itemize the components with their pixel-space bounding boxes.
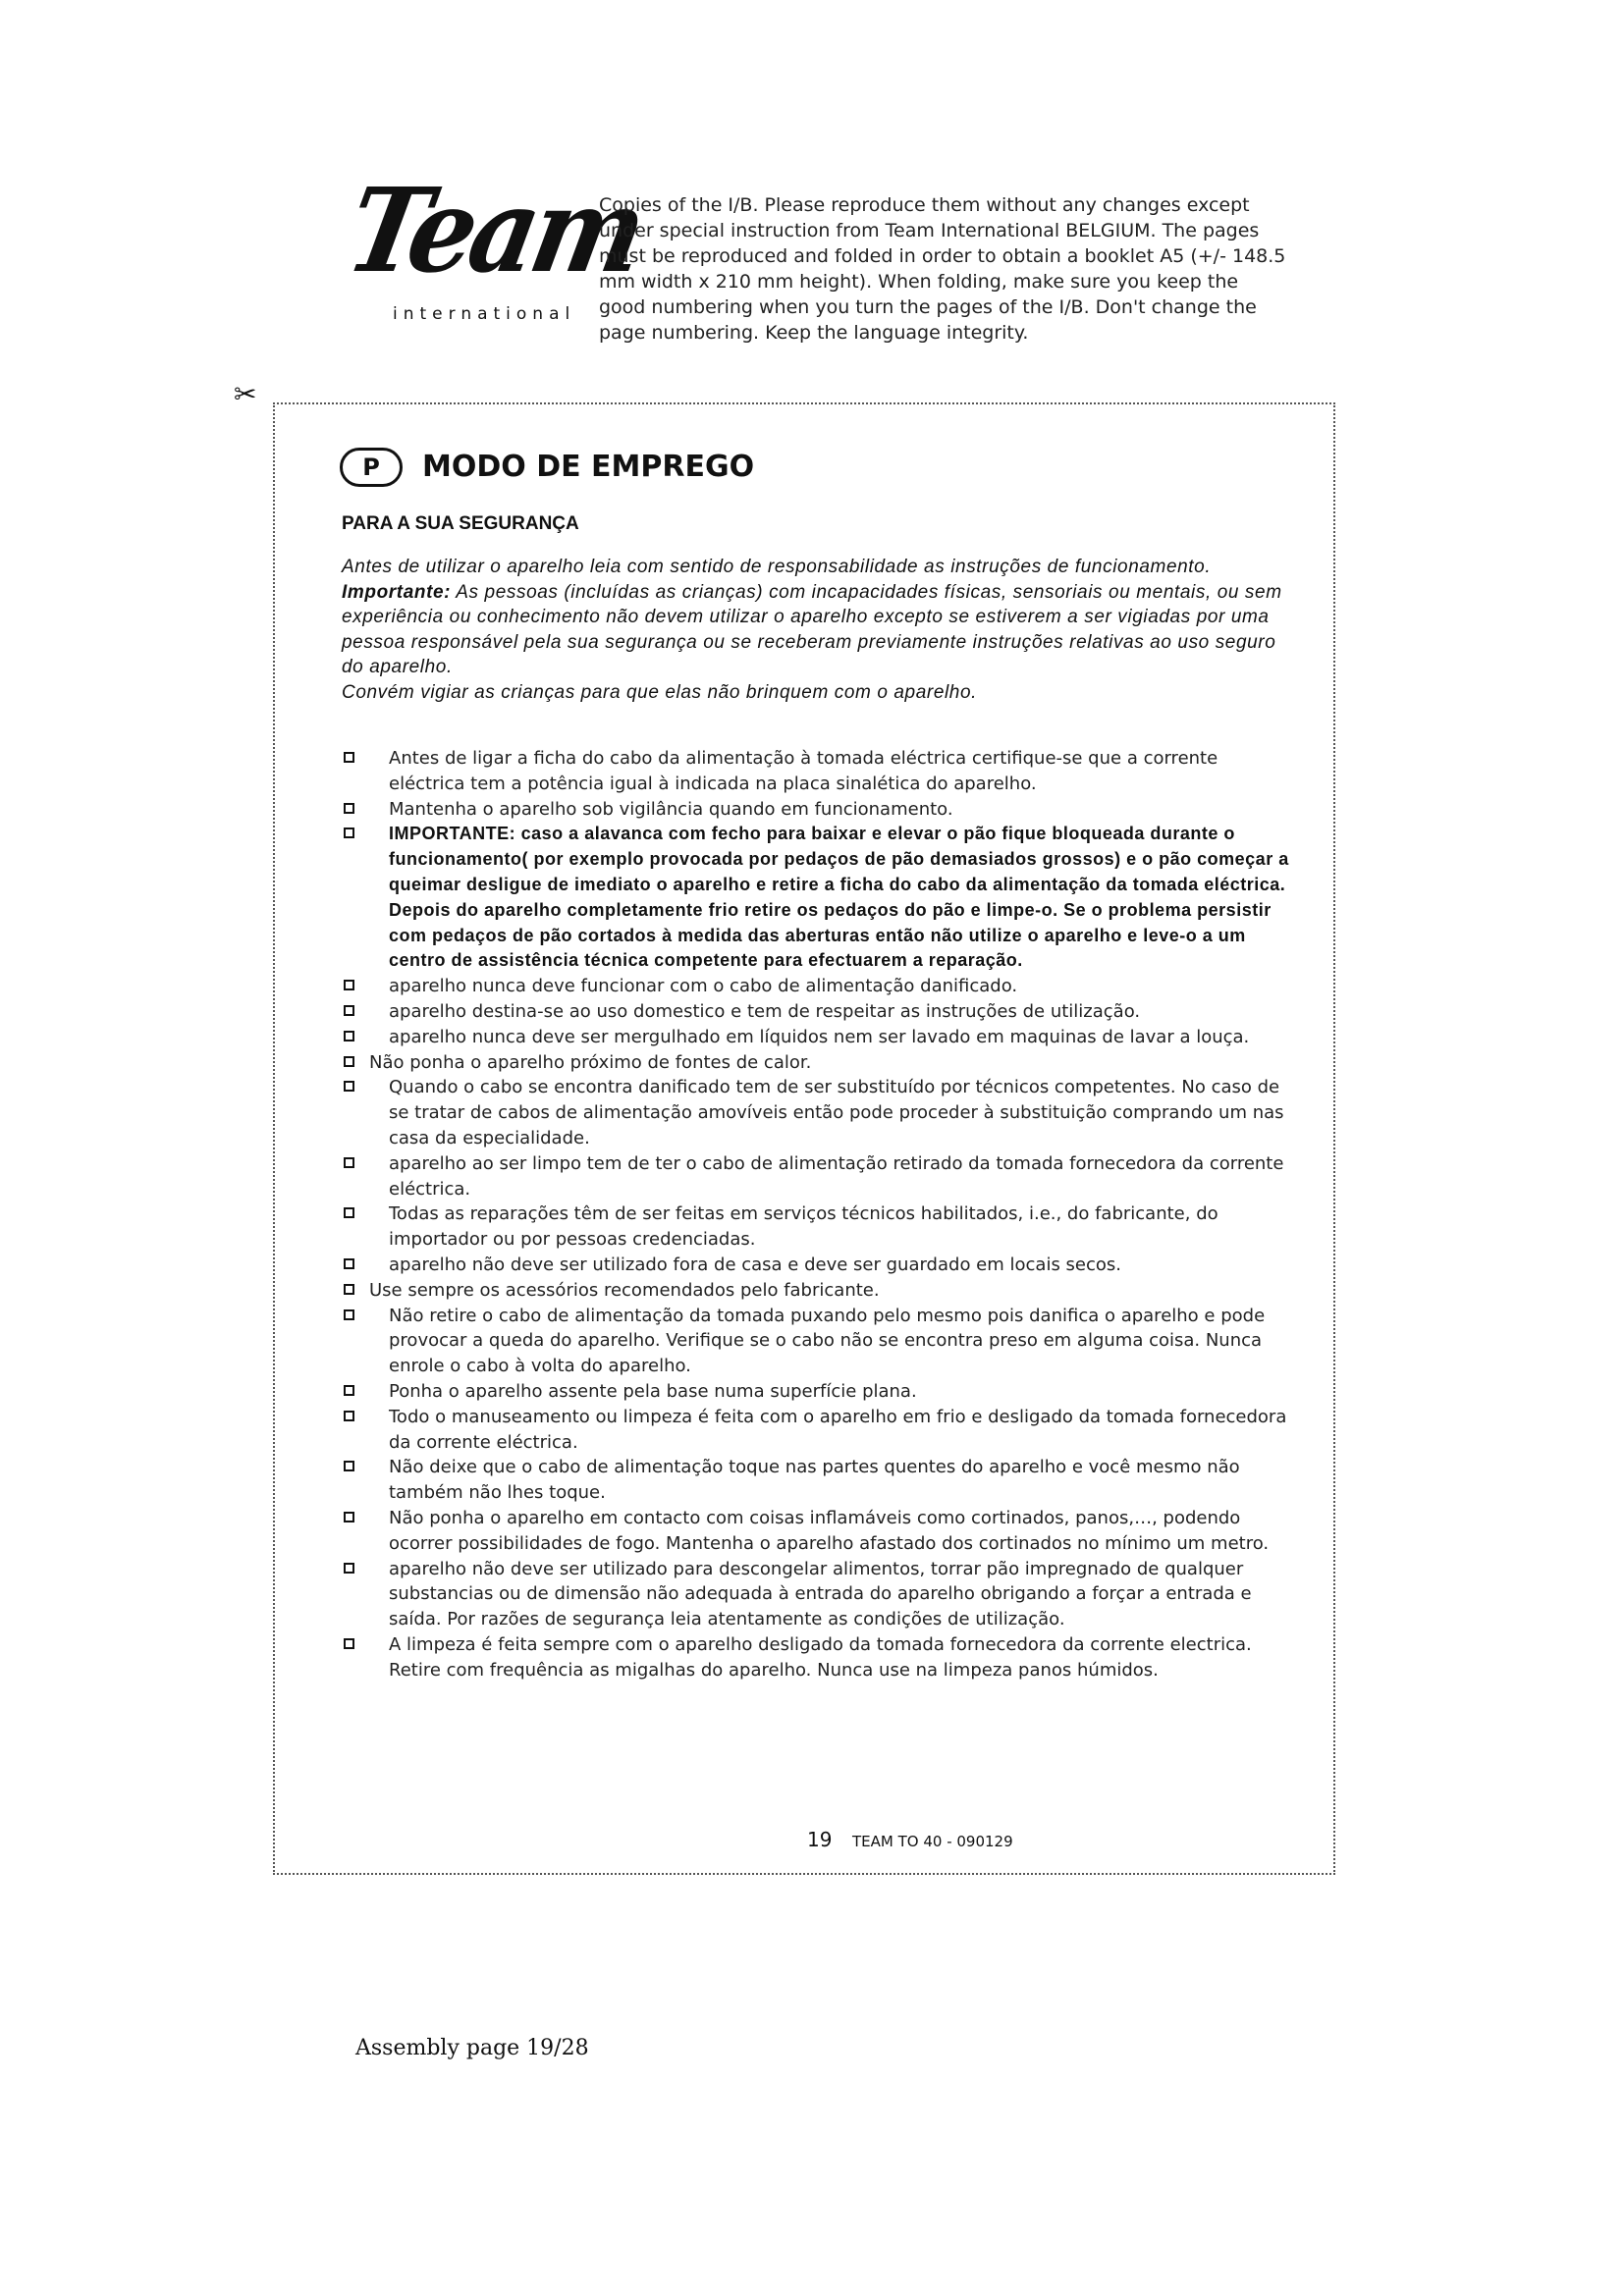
checkbox-bullet-icon: [344, 828, 354, 838]
checkbox-bullet-icon: [344, 980, 354, 990]
checkbox-bullet-icon: [344, 803, 354, 814]
checkbox-bullet-icon: [344, 1031, 354, 1041]
team-international-logo: [337, 157, 652, 334]
list-item: Mantenha o aparelho sob vigilância quando em funcionamento.: [342, 797, 1294, 823]
checkbox-bullet-icon: [344, 1638, 354, 1649]
list-item: Todo o manuseamento ou limpeza é feita com o aparelho em frio e desligado da tomada fornecedora da corrente eléctrica.: [342, 1405, 1294, 1456]
checkbox-bullet-icon: [344, 1461, 354, 1471]
important-paragraph: [342, 580, 1284, 680]
important-text: As pessoas (incluídas as crianças) com incapacidades físicas, sensoriais ou mentais, ou sem experiência ou conhecimento não devem utilizar o aparelho excepto se estiverem a ser vigiadas por uma pessoa responsável pela sua segurança ou se receberam previamente instruções relativas ao uso seguro do aparelho.: [342, 581, 1282, 678]
checkbox-bullet-icon: [344, 752, 354, 763]
list-item: Antes de ligar a ficha do cabo da alimentação à tomada eléctrica certifique-se que a corrente eléctrica tem a potência igual à indicada na placa sinalética do aparelho.: [342, 746, 1294, 797]
checkbox-bullet-icon: [344, 1157, 354, 1168]
list-item: Quando o cabo se encontra danificado tem de ser substituído por técnicos competentes. No caso de se tratar de cabos de alimentação amovíveis então pode proceder à substituição comprando um nas casa da especialidade.: [342, 1075, 1294, 1150]
list-item: Use sempre os acessórios recomendados pelo fabricante.: [342, 1278, 1294, 1304]
scissors-icon: ✂: [234, 378, 257, 410]
list-item: Ponha o aparelho assente pela base numa superfície plana.: [342, 1379, 1294, 1405]
checkbox-bullet-icon: [344, 1056, 354, 1067]
list-item: Não ponha o aparelho próximo de fontes de calor.: [342, 1050, 1294, 1076]
checkbox-bullet-icon: [344, 1207, 354, 1218]
model-code: TEAM TO 40 - 090129: [852, 1833, 1013, 1850]
list-item: aparelho não deve ser utilizado para descongelar alimentos, torrar pão impregnado de qualquer substancias ou de dimensão não adequada à entrada do aparelho obrigando a forçar a entrada e saída. Por razões de segurança leia atentamente as condições de utilização.: [342, 1557, 1294, 1632]
language-badge: P: [340, 448, 403, 487]
manual-title: MODO DE EMPREGO: [422, 450, 755, 484]
checkbox-bullet-icon: [344, 1309, 354, 1320]
important-label: Importante:: [342, 581, 452, 603]
list-item: Todas as reparações têm de ser feitas em serviços técnicos habilitados, i.e., do fabricante, do importador ou por pessoas credenciadas.: [342, 1201, 1294, 1253]
checkbox-bullet-icon: [344, 1284, 354, 1295]
checkbox-bullet-icon: [344, 1258, 354, 1269]
logo-wordmark: Team: [337, 162, 652, 298]
checkbox-bullet-icon: [344, 1081, 354, 1092]
list-item: aparelho nunca deve ser mergulhado em líquidos nem ser lavado em maquinas de lavar a louça.: [342, 1025, 1294, 1050]
list-item: aparelho nunca deve funcionar com o cabo de alimentação danificado.: [342, 974, 1294, 999]
intro-paragraph: Antes de utilizar o aparelho leia com sentido de responsabilidade as instruções de funcionamento.: [342, 557, 1212, 577]
page-number: 19: [807, 1828, 833, 1851]
list-item: aparelho não deve ser utilizado fora de casa e deve ser guardado em locais secos.: [342, 1253, 1294, 1278]
section-heading: PARA A SUA SEGURANÇA: [342, 513, 579, 534]
children-note: Convém vigiar as crianças para que elas não brinquem com o aparelho.: [342, 681, 978, 703]
list-item: A limpeza é feita sempre com o aparelho desligado da tomada fornecedora da corrente electrica. Retire com frequência as migalhas do aparelho. Nunca use na limpeza panos húmidos.: [342, 1632, 1294, 1683]
assembly-page-note: Assembly page 19/28: [355, 2036, 589, 2060]
list-item: Não ponha o aparelho em contacto com coisas inflamáveis como cortinados, panos,…, podendo ocorrer possibilidades de fogo. Mantenha o aparelho afastado dos cortinados no mínimo um metro.: [342, 1506, 1294, 1557]
checkbox-bullet-icon: [344, 1512, 354, 1522]
list-item: Não retire o cabo de alimentação da tomada puxando pelo mesmo pois danifica o aparelho e pode provocar a queda do aparelho. Verifique se o cabo não se encontra preso em alguma coisa. Nunca enrole o cabo à volta do aparelho.: [342, 1304, 1294, 1379]
list-item: aparelho ao ser limpo tem de ter o cabo de alimentação retirado da tomada fornecedora da corrente eléctrica.: [342, 1151, 1294, 1202]
safety-intro: [342, 555, 1284, 706]
list-item: Não deixe que o cabo de alimentação toque nas partes quentes do aparelho e você mesmo não também não lhes toque.: [342, 1455, 1294, 1506]
safety-list: [342, 746, 1294, 1682]
list-item: aparelho destina-se ao uso domestico e tem de respeitar as instruções de utilização.: [342, 999, 1294, 1025]
checkbox-bullet-icon: [344, 1385, 354, 1396]
logo-subtitle: international: [393, 304, 576, 324]
checkbox-bullet-icon: [344, 1411, 354, 1421]
checkbox-bullet-icon: [344, 1005, 354, 1016]
list-item-important: IMPORTANTE: caso a alavanca com fecho para baixar e elevar o pão fique bloqueada durante o funcionamento( por exemplo provocada por pedaços de pão demasiados grossos) e o pão começar a queimar desligue de imediato o aparelho e retire a ficha do cabo da alimentação da tomada eléctrica. Depois do aparelho completamente frio retire os pedaços do pão e limpe-o. Se o problema persistir com pedaços de pão cortados à medida das aberturas então não utilize o aparelho e leve-o a um centro de assistência técnica competente para efectuarem a reparação.: [342, 822, 1294, 974]
reproduction-instructions: Copies of the I/B. Please reproduce them without any changes except under special instruction from Team International BELGIUM. The pages must be reproduced and folded in order to obtain a booklet A5 (+/- 148.5 mm width x 210 mm height). When folding, make sure you keep the good numbering when you turn the pages of the I/B. Don't change the page numbering. Keep the language integrity.: [599, 194, 1286, 344]
checkbox-bullet-icon: [344, 1563, 354, 1574]
